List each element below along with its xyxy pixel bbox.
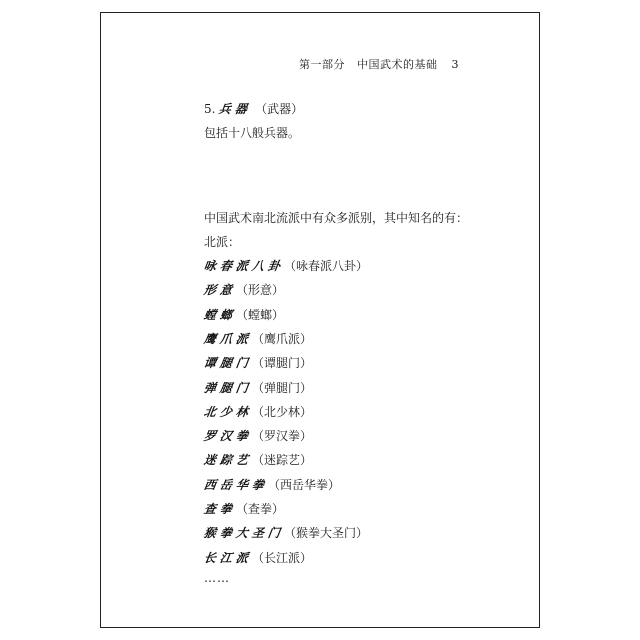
school-printed-name: （长江派） bbox=[252, 550, 313, 565]
part-label: 第一部分 bbox=[299, 58, 345, 71]
school-handwritten-name: 鹰爪派 bbox=[202, 331, 253, 346]
school-item bbox=[204, 306, 284, 323]
school-handwritten-name: 猴拳大圣门 bbox=[202, 526, 285, 541]
school-handwritten-name: 迷踪艺 bbox=[202, 453, 253, 468]
school-printed-name: （咏春派八卦） bbox=[284, 259, 369, 273]
school-handwritten-name: 西岳华拳 bbox=[202, 477, 269, 492]
school-item bbox=[204, 379, 312, 396]
school-printed-name: （罗汉拳） bbox=[252, 429, 313, 444]
school-item bbox=[204, 451, 312, 468]
chapter-title: 中国武术的基础 bbox=[357, 58, 438, 71]
school-printed-name: （螳螂） bbox=[236, 307, 285, 322]
school-handwritten-name: 形意 bbox=[202, 283, 237, 298]
school-printed-name: （猴拳大圣门） bbox=[284, 526, 369, 541]
intro-line: 中国武术南北流派中有众多派别，其中知名的有： bbox=[204, 211, 469, 225]
heading-paren: （武器） bbox=[255, 102, 304, 116]
school-printed-name: （北少林） bbox=[252, 404, 313, 419]
school-handwritten-name: 咏春派八卦 bbox=[202, 259, 285, 273]
school-printed-name: （迷踪艺） bbox=[252, 453, 313, 468]
running-head bbox=[299, 56, 459, 72]
school-item bbox=[204, 524, 368, 541]
page-number: 3 bbox=[451, 58, 459, 71]
weapons-line: 包括十八般兵器。 bbox=[204, 126, 301, 140]
school-printed-name: （谭腿门） bbox=[252, 356, 313, 371]
school-printed-name: （形意） bbox=[236, 283, 285, 298]
school-item bbox=[204, 330, 312, 347]
book-page bbox=[100, 12, 540, 628]
school-printed-name: （西岳华拳） bbox=[268, 477, 341, 492]
school-item bbox=[204, 500, 284, 517]
school-handwritten-name: 谭腿门 bbox=[202, 356, 253, 371]
school-printed-name: （鹰爪派） bbox=[252, 331, 313, 346]
school-item bbox=[204, 403, 312, 420]
north-label: 北派： bbox=[204, 235, 241, 249]
school-handwritten-name: 北少林 bbox=[202, 404, 253, 419]
school-printed-name: （弹腿门） bbox=[252, 380, 313, 395]
heading-number: 5. bbox=[204, 102, 216, 116]
school-item bbox=[204, 549, 312, 566]
school-item bbox=[204, 257, 368, 274]
school-item bbox=[204, 281, 284, 298]
heading-handwritten: 兵器 bbox=[218, 102, 253, 116]
school-item bbox=[204, 427, 312, 444]
school-item bbox=[204, 476, 340, 493]
school-handwritten-name: 罗汉拳 bbox=[202, 429, 253, 444]
section-heading bbox=[204, 100, 303, 117]
school-handwritten-name: 螳螂 bbox=[202, 307, 237, 322]
school-handwritten-name: 弹腿门 bbox=[202, 380, 253, 395]
school-handwritten-name: 长江派 bbox=[202, 550, 253, 565]
school-handwritten-name: 查拳 bbox=[202, 502, 237, 516]
school-printed-name: （查拳） bbox=[236, 502, 285, 516]
ellipsis: …… bbox=[204, 570, 230, 585]
school-item bbox=[204, 354, 312, 371]
